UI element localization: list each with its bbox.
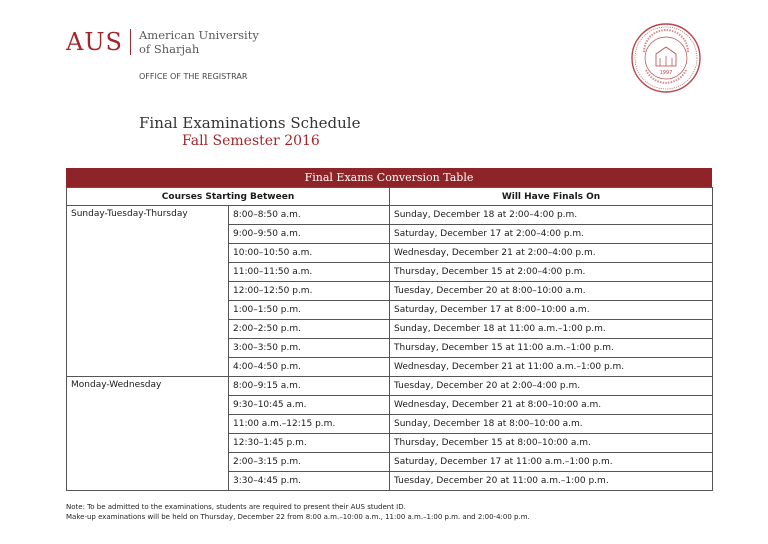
column-header-courses: Courses Starting Between (67, 188, 390, 206)
university-seal-icon (630, 22, 702, 94)
course-time: 4:00–4:50 p.m. (229, 358, 390, 377)
final-time: Saturday, December 17 at 11:00 a.m.–1:00 p.m. (390, 453, 713, 472)
column-header-finals: Will Have Finals On (390, 188, 713, 206)
office-label: OFFICE OF THE REGISTRAR (139, 72, 248, 81)
course-time: 12:30–1:45 p.m. (229, 434, 390, 453)
note-makeup-exams: Make-up examinations will be held on Thursday, December 22 from 8:00 a.m.–10:00 a.m., 11:00 a.m.–1:00 p.m. and 2:00-4:00 p.m. (66, 513, 530, 521)
course-time: 11:00 a.m.–12:15 p.m. (229, 415, 390, 434)
final-time: Wednesday, December 21 at 2:00–4:00 p.m. (390, 244, 713, 263)
course-time: 10:00–10:50 a.m. (229, 244, 390, 263)
final-time: Saturday, December 17 at 2:00–4:00 p.m. (390, 225, 713, 244)
course-time: 12:00–12:50 p.m. (229, 282, 390, 301)
logo-divider (130, 29, 131, 55)
logo-name-line2: of Sharjah (139, 42, 200, 56)
course-time: 2:00–3:15 p.m. (229, 453, 390, 472)
final-time: Tuesday, December 20 at 11:00 a.m.–1:00 p.m. (390, 472, 713, 491)
course-time: 1:00–1:50 p.m. (229, 301, 390, 320)
final-time: Tuesday, December 20 at 8:00–10:00 a.m. (390, 282, 713, 301)
seal-year: 1997 (659, 70, 673, 76)
final-time: Tuesday, December 20 at 2:00–4:00 p.m. (390, 377, 713, 396)
logo-university-name (139, 28, 259, 56)
course-time: 8:00–9:15 a.m. (229, 377, 390, 396)
footer-notes (66, 502, 530, 522)
final-time: Sunday, December 18 at 8:00–10:00 a.m. (390, 415, 713, 434)
final-time: Thursday, December 15 at 2:00–4:00 p.m. (390, 263, 713, 282)
logo-name-line1: American University (139, 28, 259, 42)
course-time: 8:00–8:50 a.m. (229, 206, 390, 225)
course-time: 2:00–2:50 p.m. (229, 320, 390, 339)
course-time: 3:30–4:45 p.m. (229, 472, 390, 491)
day-group-label: Monday-Wednesday (67, 377, 229, 491)
course-time: 9:00–9:50 a.m. (229, 225, 390, 244)
final-time: Wednesday, December 21 at 8:00–10:00 a.m. (390, 396, 713, 415)
final-time: Sunday, December 18 at 2:00–4:00 p.m. (390, 206, 713, 225)
course-time: 9:30–10:45 a.m. (229, 396, 390, 415)
final-time: Sunday, December 18 at 11:00 a.m.–1:00 p.m. (390, 320, 713, 339)
logo-abbreviation: AUS (66, 28, 123, 56)
final-time: Saturday, December 17 at 8:00–10:00 a.m. (390, 301, 713, 320)
final-time: Thursday, December 15 at 11:00 a.m.–1:00 p.m. (390, 339, 713, 358)
course-time: 3:00–3:50 p.m. (229, 339, 390, 358)
day-group-label: Sunday-Tuesday-Thursday (67, 206, 229, 377)
table-title: Final Exams Conversion Table (66, 168, 712, 187)
table-row (67, 206, 713, 225)
final-time: Wednesday, December 21 at 11:00 a.m.–1:00 p.m. (390, 358, 713, 377)
course-time: 11:00–11:50 a.m. (229, 263, 390, 282)
note-id-requirement: Note: To be admitted to the examinations, students are required to present their AUS student ID. (66, 503, 406, 511)
aus-logo (66, 28, 259, 56)
conversion-table (66, 168, 712, 491)
page-title: Final Examinations Schedule (139, 114, 361, 132)
page-subtitle: Fall Semester 2016 (182, 133, 320, 149)
table-row (67, 377, 713, 396)
final-time: Thursday, December 15 at 8:00–10:00 a.m. (390, 434, 713, 453)
